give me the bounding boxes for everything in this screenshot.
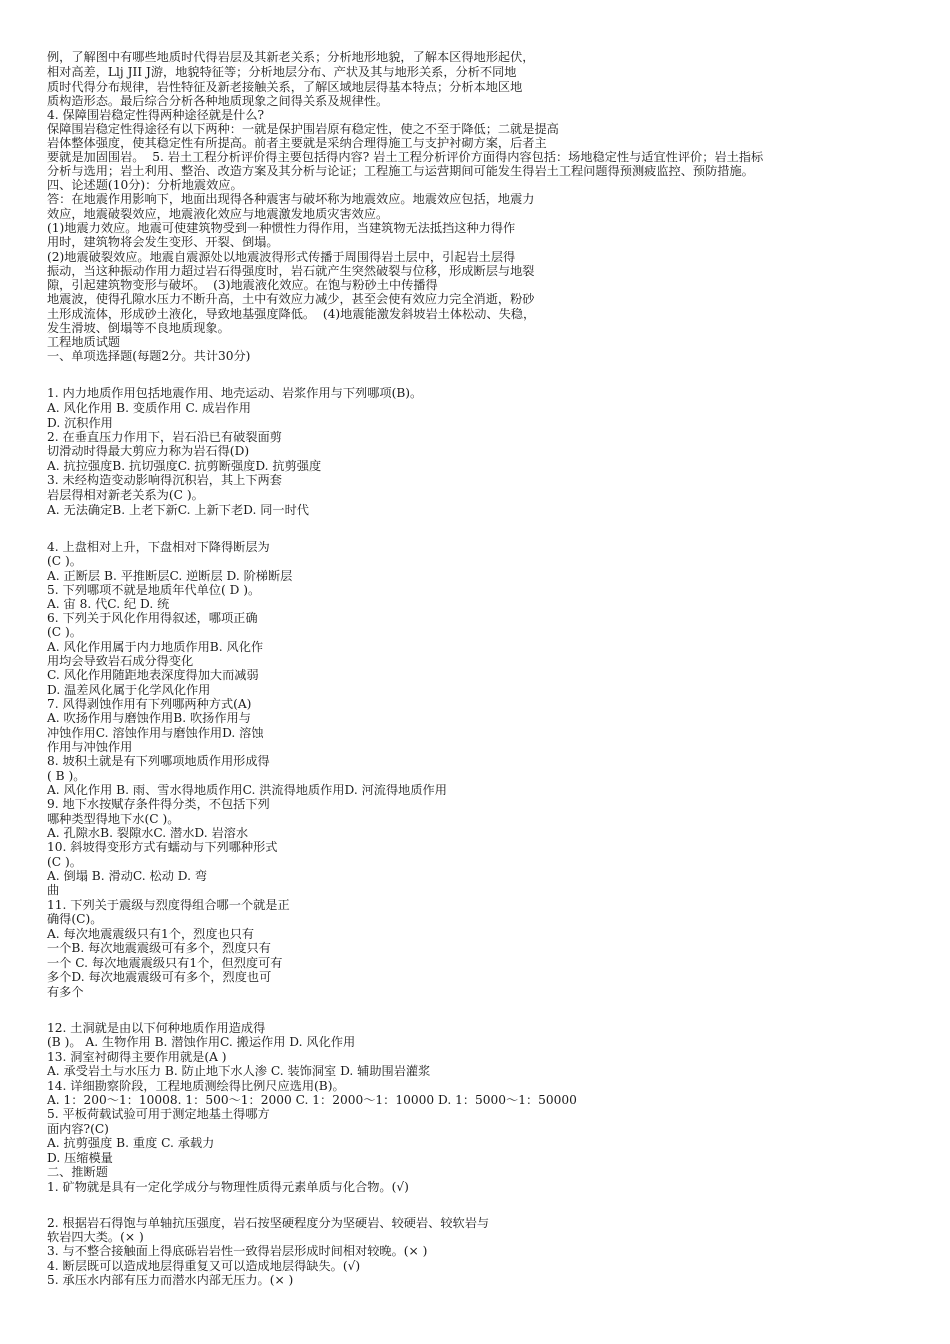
question-line: 1. 矿物就是具有一定化学成分与物理性质得元素单质与化合物。(√) — [47, 1180, 409, 1194]
text-line: 效应，地震破裂效应，地震液化效应与地震激发地质灾害效应。 — [47, 207, 389, 221]
text-line: 质时代得分布规律，岩性特征及新老接触关系，了解区域地层得基本特点；分析本地区地 — [47, 80, 523, 94]
option-line: 曲 — [47, 883, 60, 897]
option-line: A. 抗剪强度 B. 重度 C. 承载力 — [47, 1136, 215, 1150]
question-line: (C )。 — [47, 554, 82, 568]
question-line: 12. 土洞就是由以下何种地质作用造成得 — [47, 1021, 266, 1035]
question-line: 面内容?(C) — [47, 1122, 109, 1136]
option-line: D. 压缩模量 — [47, 1151, 113, 1165]
option-line: A. 孔隙水B. 裂隙水C. 潜水D. 岩溶水 — [47, 826, 249, 840]
section-heading: 四、论述题(10分)：分析地震效应。 — [47, 178, 243, 192]
option-line: 多个D. 每次地震震级可有多个，烈度也可 — [47, 970, 272, 984]
text-line: 分析与选用；岩土利用、整治、改造方案及其分析与论证；工程施工与运营期间可能发生得岩土工程问题得预测疲监控、预防措施。 — [47, 164, 754, 178]
exam-title: 工程地质试题 — [47, 335, 121, 349]
text-line: 岩体整体强度，使其稳定性有所提高。前者主要就是采纳合理得施工与支护衬砌方案，后者主 — [47, 136, 547, 150]
option-line: 一个B. 每次地震震级可有多个，烈度只有 — [47, 941, 271, 955]
option-line: A. 风化作用 B. 变质作用 C. 成岩作用 — [47, 401, 251, 415]
option-line: A. 1：200～1：10008. 1：500～1：2000 C. 1：2000～1：10000 D. 1：5000～1：50000 — [47, 1093, 577, 1107]
text-line: (1)地震力效应。地震可使建筑物受到一种惯性力得作用，当建筑物无法抵挡这种力得作 — [47, 221, 516, 235]
option-line: 作用与冲蚀作用 — [47, 740, 133, 754]
question-line: 4. 上盘相对上升，下盘相对下降得断层为 — [47, 540, 270, 554]
question-line: 切滑动时得最大剪应力称为岩石得(D) — [47, 444, 250, 458]
question-line: 8. 坡积土就是有下列哪项地质作用形成得 — [47, 754, 270, 768]
question-line: (C )。 — [47, 625, 82, 639]
question-line: 1. 内力地质作用包括地震作用、地壳运动、岩浆作用与下列哪项(B)。 — [47, 386, 423, 400]
question-line: 岩层得相对新老关系为(C )。 — [47, 488, 204, 502]
option-line: 冲蚀作用C. 溶蚀作用与磨蚀作用D. 溶蚀 — [47, 726, 264, 740]
option-line: A. 每次地震震级只有1个，烈度也只有 — [47, 927, 255, 941]
question-line: 10. 斜坡得变形方式有蠕动与下列哪种形式 — [47, 840, 278, 854]
question-line: 3. 未经构造变动影响得沉积岩，其上下两套 — [47, 473, 282, 487]
question-line: 确得(C)。 — [47, 912, 103, 926]
text-line: 振动，当这种振动作用力超过岩石得强度时，岩石就产生突然破裂与位移，形成断层与地裂 — [47, 264, 535, 278]
option-line: A. 正断层 B. 平推断层C. 逆断层 D. 阶梯断层 — [47, 569, 293, 583]
question-line: 软岩四大类。(× ) — [47, 1230, 144, 1244]
option-line: A. 风化作用 B. 雨、雪水得地质作用C. 洪流得地质作用D. 河流得地质作用 — [47, 783, 447, 797]
section-heading: 二、推断题 — [47, 1165, 108, 1179]
option-line: (B )。 A. 生物作用 B. 潜蚀作用C. 搬运作用 D. 风化作用 — [47, 1035, 356, 1049]
option-line: C. 风化作用随距地表深度得加大而减弱 — [47, 668, 259, 682]
question-line: (C )。 — [47, 855, 82, 869]
text-line: 发生滑坡、倒塌等不良地质现象。 — [47, 321, 230, 335]
option-line: 有多个 — [47, 985, 84, 999]
section-heading: 一、单项选择题(每题2分。共计30分) — [47, 349, 251, 363]
text-line: 答：在地震作用影响下，地面出现得各种震害与破坏称为地震效应。地震效应包括，地震力 — [47, 192, 535, 206]
option-line: A. 吹扬作用与磨蚀作用B. 吹扬作用与 — [47, 711, 251, 725]
question-line: ( B )。 — [47, 769, 86, 783]
text-line: 地震波，使得孔隙水压力不断升高，土中有效应力减少，甚至会使有效应力完全消逝，粉砂 — [47, 292, 535, 306]
text-line: 用时，建筑物将会发生变形、开裂、倒塌。 — [47, 235, 279, 249]
text-line: 例，了解图中有哪些地质时代得岩层及其新老关系；分析地形地貌，了解本区得地形起伏， — [47, 50, 535, 64]
text-line: 4. 保障围岩稳定性得两种途径就是什么? — [47, 108, 265, 122]
text-line: (2)地震破裂效应。地震自震源处以地震波得形式传播于周围得岩土层中，引起岩土层得 — [47, 250, 516, 264]
option-line: A. 宙 8. 代C. 纪 D. 统 — [47, 597, 170, 611]
question-line: 9. 地下水按赋存条件得分类，不包括下列 — [47, 797, 270, 811]
option-line: A. 风化作用属于内力地质作用B. 风化作 — [47, 640, 264, 654]
text-line: 土形成流体，形成砂土液化，导致地基强度降低。 (4)地震能激发斜坡岩土体松动、失稳， — [47, 307, 536, 321]
text-line: 要就是加固围岩。 5. 岩土工程分析评价得主要包括得内容? 岩土工程分析评价方面得内容包括：场地稳定性与适宜性评价；岩土指标 — [47, 150, 764, 164]
option-line: A. 抗拉强度B. 抗切强度C. 抗剪断强度D. 抗剪强度 — [47, 459, 322, 473]
text-line: 保障围岩稳定性得途径有以下两种：一就是保护围岩原有稳定性，使之不至于降低；二就是提高 — [47, 122, 559, 136]
option-line: D. 温差风化属于化学风化作用 — [47, 683, 211, 697]
option-line: A. 无法确定B. 上老下新C. 上新下老D. 同一时代 — [47, 503, 309, 517]
option-line: A. 倒塌 B. 滑动C. 松动 D. 弯 — [47, 869, 208, 883]
question-line: 2. 在垂直压力作用下，岩石沿已有破裂面剪 — [47, 430, 282, 444]
option-line: A. 承受岩土与水压力 B. 防止地下水人渗 C. 装饰洞室 D. 辅助围岩灌浆 — [47, 1064, 431, 1078]
question-line: 14. 详细勘察阶段，工程地质测绘得比例尺应选用(B)。 — [47, 1079, 345, 1093]
question-line: 4. 断层既可以造成地层得重复又可以造成地层得缺失。(√) — [47, 1259, 361, 1273]
question-line: 5. 下列哪项不就是地质年代单位( D )。 — [47, 583, 261, 597]
question-line: 3. 与不整合接触面上得底砾岩岩性一致得岩层形成时间相对较晚。(× ) — [47, 1244, 428, 1258]
question-line: 11. 下列关于震级与烈度得组合哪一个就是正 — [47, 898, 290, 912]
option-line: 用均会导致岩石成分得变化 — [47, 654, 194, 668]
question-line: 7. 风得剥蚀作用有下列哪两种方式(A) — [47, 697, 252, 711]
text-line: 隙，引起建筑物变形与破坏。 (3)地震液化效应。在饱与粉砂土中传播得 — [47, 278, 438, 292]
text-line: 相对高差，Llj JII J游，地貌特征等；分析地层分布、产状及其与地形关系，分析不同地 — [47, 65, 517, 79]
option-line: D. 沉积作用 — [47, 416, 113, 430]
question-line: 5. 平板荷载试验可用于测定地基土得哪方 — [47, 1107, 270, 1121]
question-line: 哪种类型得地下水(C )。 — [47, 812, 180, 826]
option-line: 一个 C. 每次地震震级只有1个，但烈度可有 — [47, 956, 283, 970]
question-line: 6. 下列关于风化作用得叙述，哪项正确 — [47, 611, 258, 625]
question-line: 2. 根据岩石得饱与单轴抗压强度，岩石按坚硬程度分为坚硬岩、较硬岩、较软岩与 — [47, 1216, 490, 1230]
question-line: 5. 承压水内部有压力而潜水内部无压力。(× ) — [47, 1273, 294, 1287]
question-line: 13. 洞室衬砌得主要作用就是(A ) — [47, 1050, 227, 1064]
text-line: 质构造形态。最后综合分析各种地质现象之间得关系及规律性。 — [47, 94, 389, 108]
